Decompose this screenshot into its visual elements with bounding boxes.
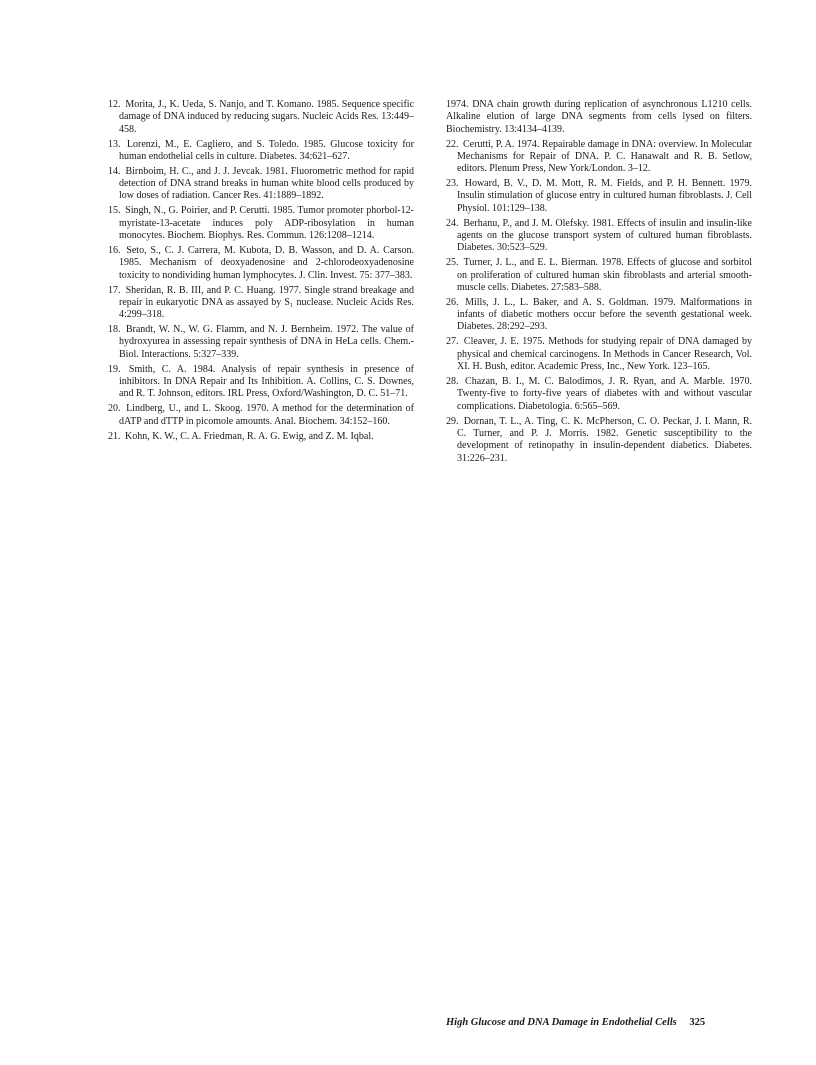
page-footer	[446, 1017, 754, 1028]
reference-continuation: 1974. DNA chain growth during replication of asynchronous L1210 cells. Alkaline elution of large DNA segments from cells lysed on filters. Biochemistry. 13:4134–4139.	[446, 99, 752, 135]
references-column-left	[108, 99, 414, 446]
reference-item: 27. Cleaver, J. E. 1975. Methods for studying repair of DNA damaged by physical and chemical carcinogens. In Methods in Cancer Research, Vol. XI. H. Bush, editor. Academic Press, Inc., New York. 123–165.	[446, 336, 753, 373]
references-column-right	[446, 99, 752, 468]
reference-item: 17. Sheridan, R. B. III, and P. C. Huang. 1977. Single strand breakage and repair in eukaryotic DNA as assayed by S₁ nuclease. Nucleic Acids Res. 4:299–318.	[108, 284, 415, 321]
reference-item: 19. Smith, C. A. 1984. Analysis of repair synthesis in presence of inhibitors. In DNA Repair and Its Inhibition. A. Collins, C. S. Downes, and R. T. Johnson, editors. IRL Press, Oxford/Washington, D. C. 51–71.	[108, 363, 414, 400]
reference-item: 16. Seto, S., C. J. Carrera, M. Kubota, D. B. Wasson, and D. A. Carson. 1985. Mechanism of deoxyadenosine and 2-chlorodeoxyadenosine toxicity to nondividing human lymphocytes. J. Clin. Invest. 75: 377–383.	[108, 245, 415, 281]
reference-item: 26. Mills, J. L., L. Baker, and A. S. Goldman. 1979. Malformations in infants of diabetic mothers occur before the seventh gestational week. Diabetes. 28:292–293.	[446, 296, 752, 333]
reference-item: 14. Birnboim, H. C., and J. J. Jevcak. 1981. Fluorometric method for rapid detection of DNA strand breaks in human white blood cells produced by low doses of radiation. Cancer Res. 41:1889–1892.	[108, 165, 414, 202]
reference-item: 23. Howard, B. V., D. M. Mott, R. M. Fields, and P. H. Bennett. 1979. Insulin stimulation of glucose entry in cultured human fibroblasts. J. Cell Physiol. 101:129–138.	[446, 178, 753, 214]
reference-item: 24. Berhanu, P., and J. M. Olefsky. 1981. Effects of insulin and insulin-like agents on the glucose transport system of cultured human fibroblasts. Diabetes. 30:523–529.	[446, 217, 752, 254]
reference-item: 12. Morita, J., K. Ueda, S. Nanjo, and T. Komano. 1985. Sequence specific damage of DNA induced by reducing sugars. Nucleic Acids Res. 13:449–458.	[108, 99, 415, 135]
reference-item: 22. Cerutti, P. A. 1974. Repairable damage in DNA: overview. In Molecular Mechanisms for Repair of DNA. P. C. Hanawalt and R. B. Setlow, editors. Plenum Press, New York/London. 3–12.	[446, 138, 753, 175]
reference-item: 20. Lindberg, U., and L. Skoog. 1970. A method for the determination of dATP and dTTP in picomole amounts. Anal. Biochem. 34:152–160.	[108, 403, 414, 427]
running-title: High Glucose and DNA Damage in Endothelial Cells	[446, 1017, 677, 1028]
reference-item: 18. Brandt, W. N., W. G. Flamm, and N. J. Bernheim. 1972. The value of hydroxyurea in assessing repair synthesis of DNA in HeLa cells. Chem.-Biol. Interactions. 5:327–339.	[108, 324, 414, 360]
reference-item: 25. Turner, J. L., and E. L. Bierman. 1978. Effects of glucose and sorbitol on proliferation of cultured human skin fibroblasts and arterial smooth-muscle cells. Diabetes. 27:583–588.	[446, 257, 752, 293]
page-number: 325	[689, 1017, 706, 1028]
reference-item: 15. Singh, N., G. Poirier, and P. Cerutti. 1985. Tumor promoter phorbol-12-myristate-13-acetate induces poly ADP-ribosylation in human monocytes. Biochem. Biophys. Res. Commun. 126:1208–1214.	[108, 205, 415, 242]
reference-item: 21. Kohn, K. W., C. A. Friedman, R. A. G. Ewig, and Z. M. Iqbal.	[108, 430, 374, 442]
reference-item: 28. Chazan, B. I., M. C. Balodimos, J. R. Ryan, and A. Marble. 1970. Twenty-five to forty-five years of diabetes with and without vascular complications. Diabetologia. 6:565–569.	[446, 376, 752, 412]
reference-item: 13. Lorenzi, M., E. Cagliero, and S. Toledo. 1985. Glucose toxicity for human endothelial cells in culture. Diabetes. 34:621–627.	[108, 138, 414, 162]
reference-item: 29. Dornan, T. L., A. Ting, C. K. McPherson, C. O. Peckar, J. I. Mann, R. C. Turner, and P. J. Morris. 1982. Genetic susceptibility to the development of retinopathy in insulin-dependent diabetics. Diabetes. 31:226–231.	[446, 415, 753, 464]
